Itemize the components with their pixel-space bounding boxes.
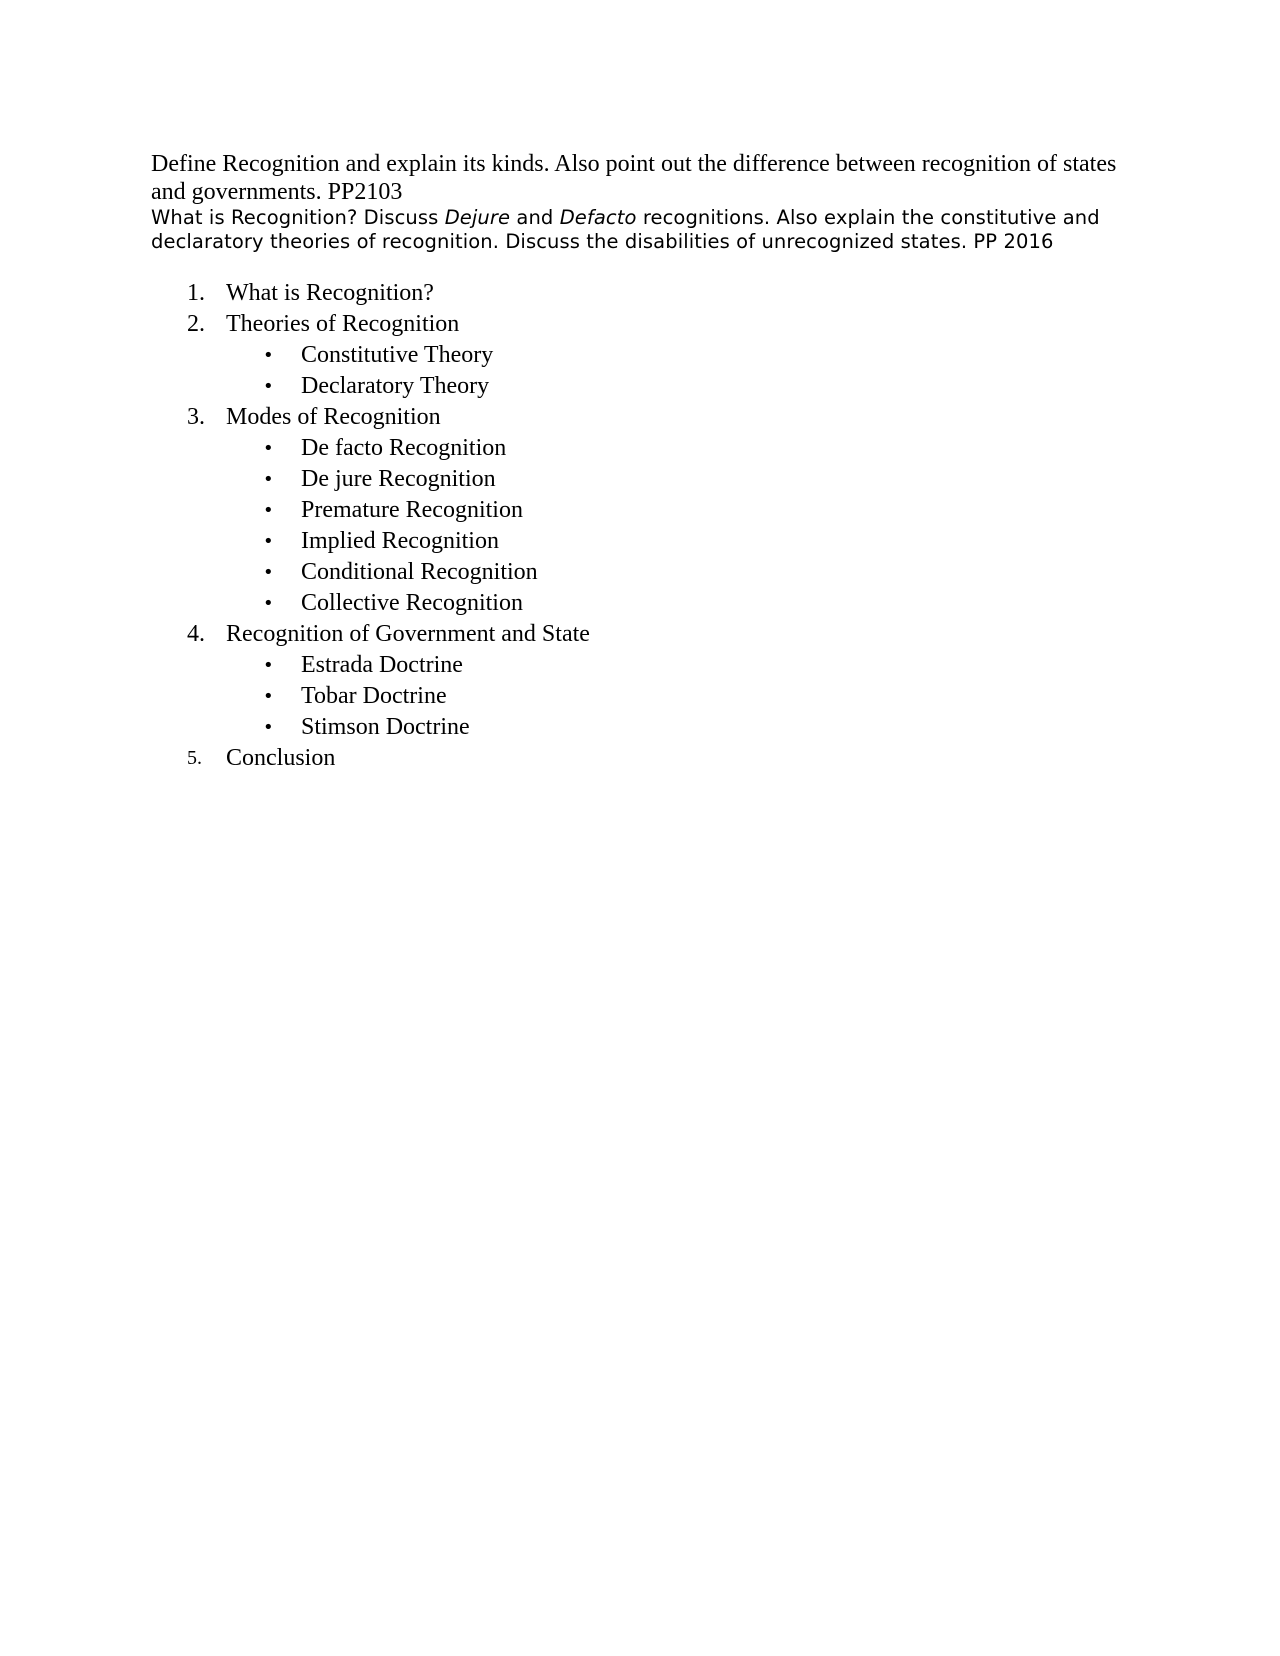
sub-item (226, 340, 1131, 371)
sub-item (226, 681, 1131, 712)
outline-number: 2. (187, 311, 205, 337)
sub-item-label: Estrada Doctrine (301, 652, 463, 678)
sub-item (226, 557, 1131, 588)
bullet-icon: • (263, 593, 274, 614)
bullet-icon: • (263, 500, 274, 521)
sub-item (226, 495, 1131, 526)
sub-item-label: De jure Recognition (301, 466, 496, 492)
sub-item-label: Stimson Doctrine (301, 714, 470, 740)
sub-item-label: Implied Recognition (301, 528, 499, 554)
bullet-icon: • (263, 376, 274, 397)
outline-item-3 (151, 402, 1131, 619)
sub-item-label: Declaratory Theory (301, 373, 490, 399)
bullet-icon: • (263, 531, 274, 552)
sub-item (226, 526, 1131, 557)
bullet-icon: • (263, 438, 274, 459)
outline-number: 1. (187, 280, 205, 306)
sub-item-label: Tobar Doctrine (301, 683, 447, 709)
outline-item-4 (151, 619, 1131, 743)
outline-title: Modes of Recognition (226, 404, 441, 430)
outline-title: Conclusion (226, 745, 336, 771)
sub-item (226, 433, 1131, 464)
sub-list (226, 340, 1131, 402)
sub-item-label: Premature Recognition (301, 497, 523, 523)
italic-term-dejure: Dejure (444, 206, 511, 229)
bullet-icon: • (263, 562, 274, 583)
sub-item (226, 712, 1131, 743)
question-text-part: What is Recognition? Discuss (151, 206, 445, 229)
outline-item-2 (151, 309, 1131, 402)
bullet-icon: • (263, 345, 274, 366)
answer-outline (151, 278, 1131, 774)
question-pp2103: Define Recognition and explain its kinds. Also point out the difference between recognition of states and governments. PP2103 (151, 151, 1117, 205)
bullet-icon: • (263, 686, 274, 707)
outline-title: Theories of Recognition (226, 311, 460, 337)
document-content (151, 150, 1131, 774)
sub-list (226, 650, 1131, 743)
bullet-icon: • (263, 717, 274, 738)
italic-term-defacto: Defacto (559, 206, 637, 229)
outline-item-5 (151, 743, 1131, 774)
bullet-icon: • (263, 469, 274, 490)
bullet-icon: • (263, 655, 274, 676)
sub-item-label: Constitutive Theory (301, 342, 494, 368)
sub-item (226, 588, 1131, 619)
sub-item (226, 371, 1131, 402)
question-text-part: recognitions. Also explain the constitutive and declaratory theories of recognition. Discuss the disabilities of unrecognized states. PP 2016 (151, 206, 1100, 253)
question-pp2016 (151, 206, 1131, 254)
sub-item (226, 650, 1131, 681)
outline-number: 3. (187, 404, 205, 430)
sub-list (226, 433, 1131, 619)
question-text-part: and (510, 206, 560, 229)
sub-item-label: Conditional Recognition (301, 559, 538, 585)
sub-item-label: De facto Recognition (301, 435, 507, 461)
outline-number: 4. (187, 621, 205, 647)
outline-number: 5. (187, 747, 202, 769)
sub-item (226, 464, 1131, 495)
sub-item-label: Collective Recognition (301, 590, 523, 616)
outline-item-1 (151, 278, 1131, 309)
outline-title: What is Recognition? (226, 280, 434, 306)
outline-title: Recognition of Government and State (226, 621, 590, 647)
